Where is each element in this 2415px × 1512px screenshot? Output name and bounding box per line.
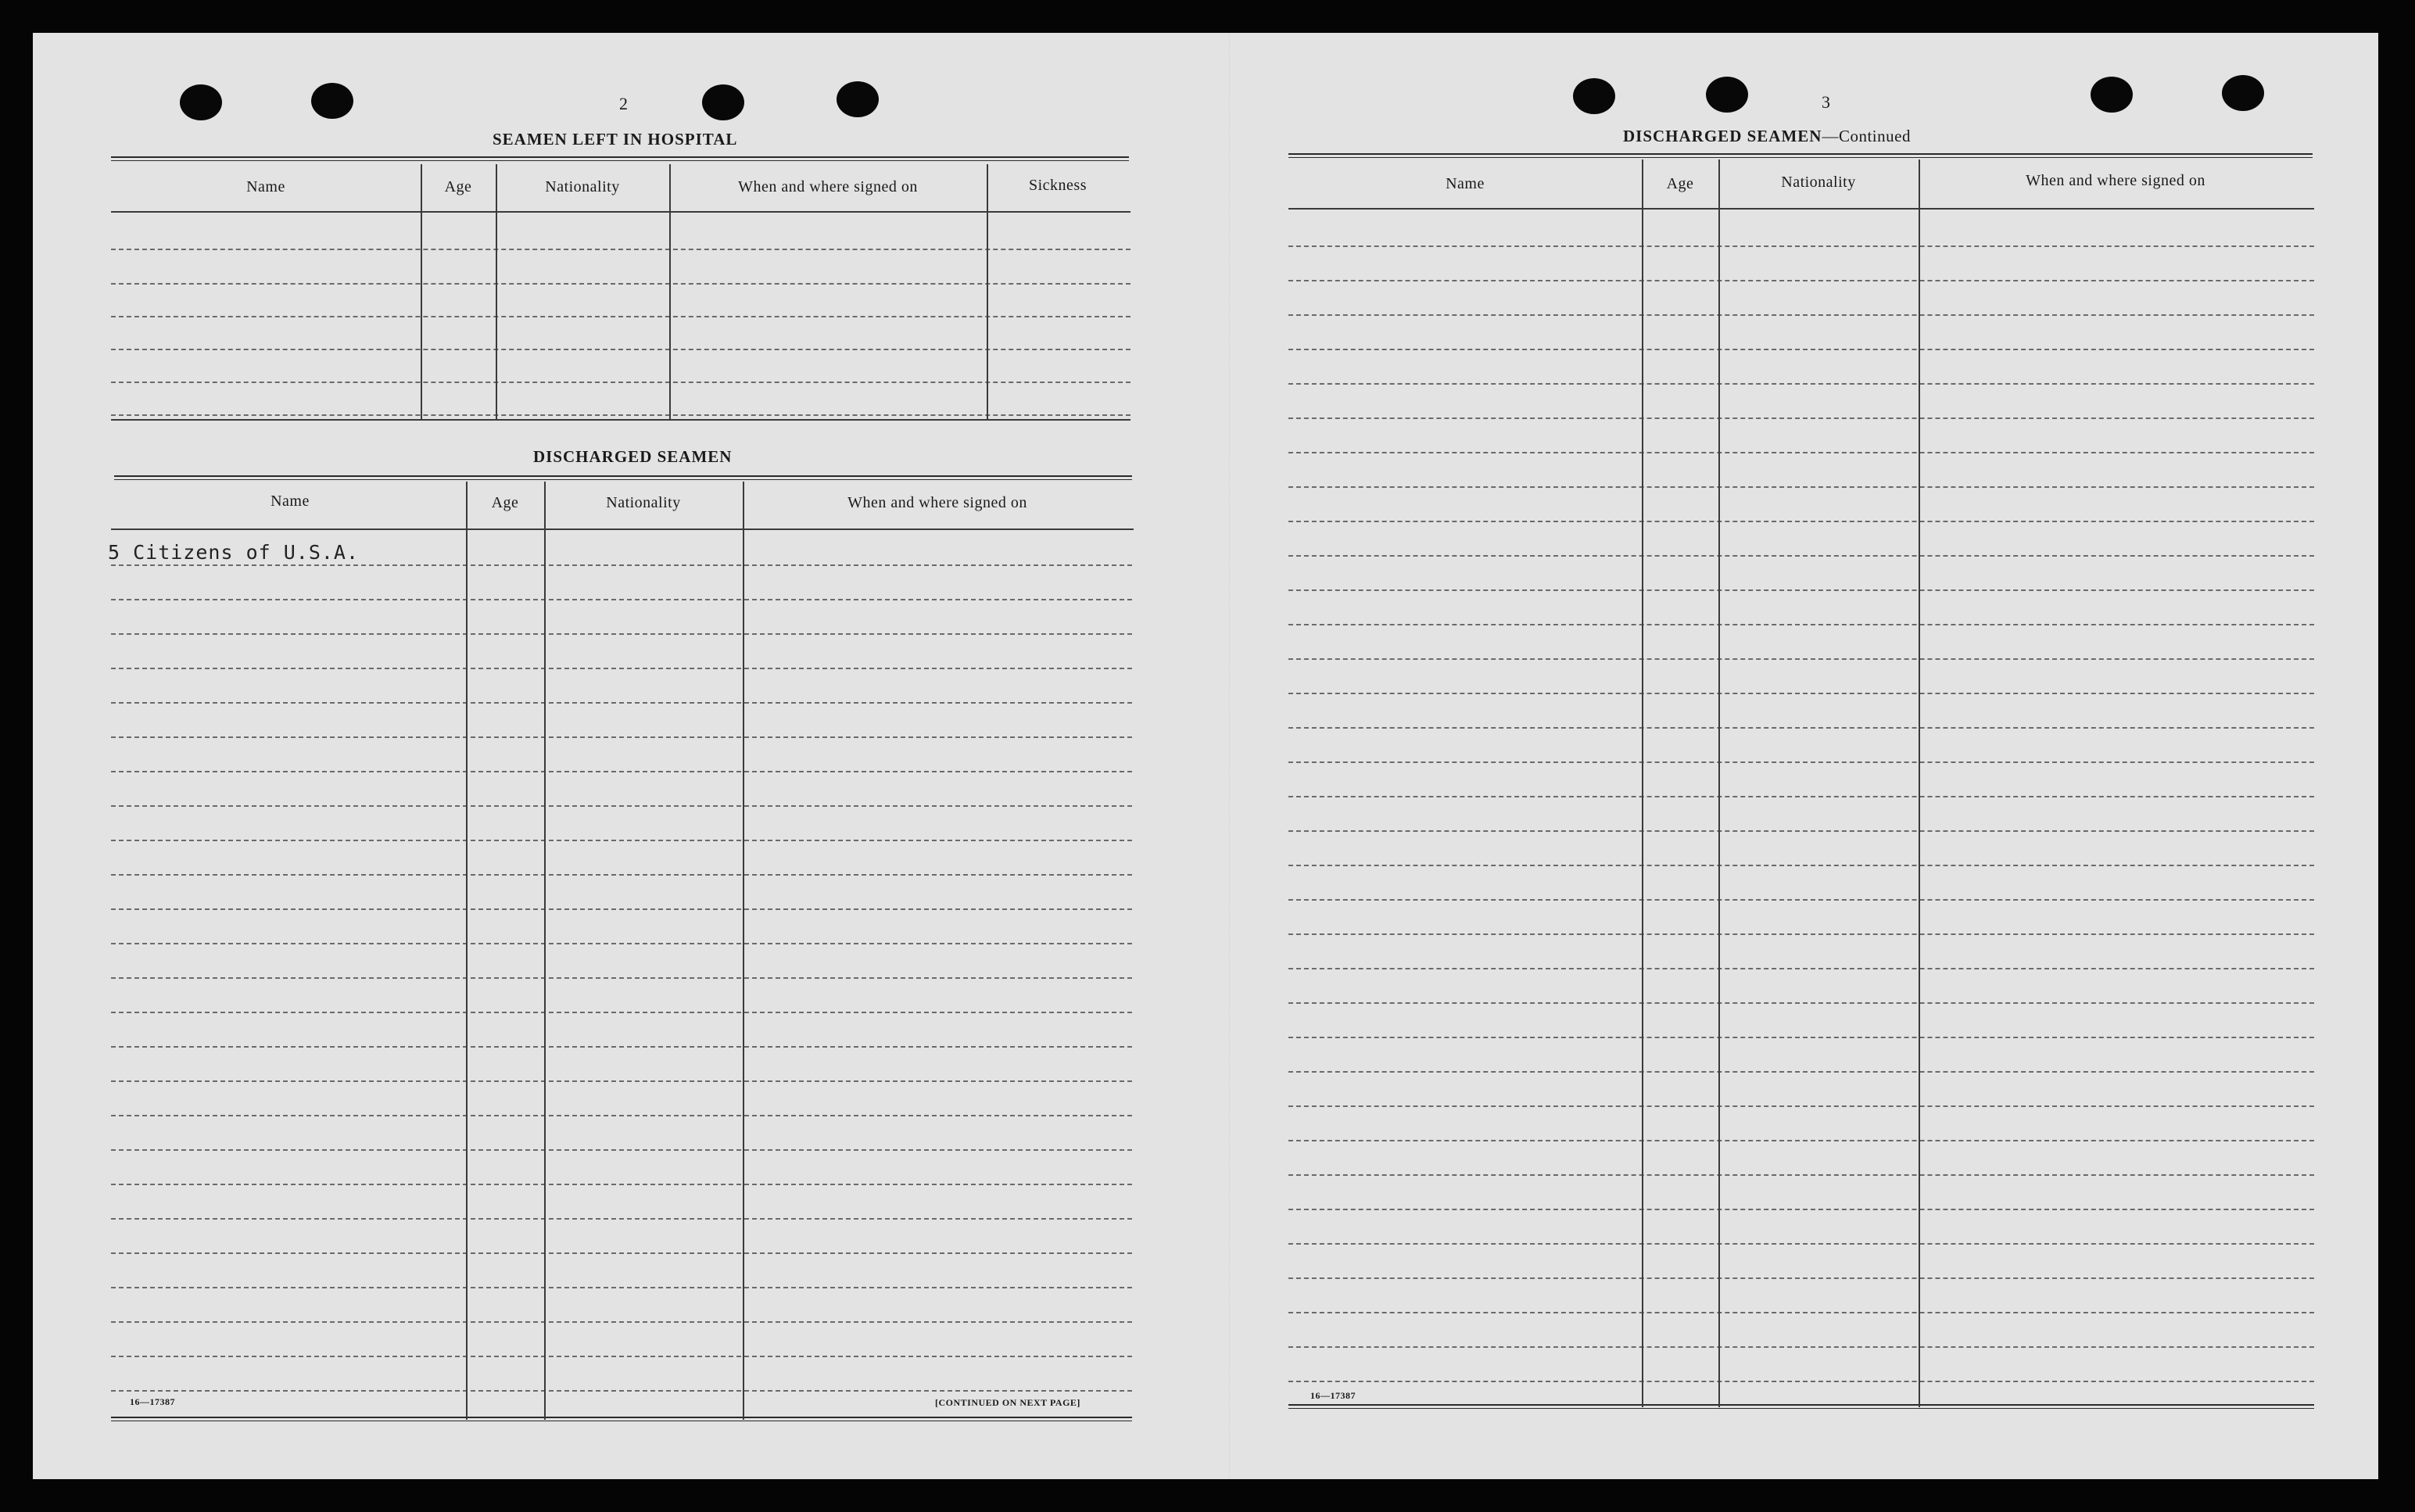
- column-divider: [421, 164, 422, 419]
- table-row: [111, 633, 1132, 635]
- table-row: [1288, 314, 2314, 316]
- column-divider: [669, 164, 671, 419]
- table-row: [1288, 521, 2314, 522]
- table-row: [111, 908, 1132, 910]
- table-row: [1288, 383, 2314, 385]
- column-header-age: Age: [444, 178, 472, 195]
- table-row: [1288, 417, 2314, 419]
- column-divider: [466, 482, 468, 1420]
- table-row: [111, 771, 1132, 772]
- double-rule: [111, 156, 1129, 161]
- table-row: [111, 1080, 1132, 1082]
- column-header-nationality: Nationality: [606, 494, 681, 511]
- column-header-name: Name: [246, 178, 285, 195]
- column-divider: [1919, 159, 1920, 1407]
- table-bottom-rule: [111, 419, 1130, 421]
- table-row: [1288, 761, 2314, 763]
- table-row: [1288, 486, 2314, 488]
- table-row: [1288, 1346, 2314, 1348]
- column-header-age: Age: [1666, 175, 1694, 192]
- table-row: [111, 382, 1130, 383]
- table-row: [111, 1218, 1132, 1220]
- handwritten-entry: 5 Citizens of U.S.A.: [108, 541, 360, 564]
- table-row: [1288, 933, 2314, 935]
- column-divider: [743, 482, 744, 1420]
- page-number: 3: [1822, 92, 1830, 112]
- table-row: [1288, 658, 2314, 660]
- table-row: [1288, 830, 2314, 832]
- table-row: [1288, 452, 2314, 453]
- table-row: [111, 283, 1130, 285]
- table-row: [111, 1184, 1132, 1185]
- table-row: [1288, 624, 2314, 625]
- discharged-continued-title: [1623, 127, 1911, 146]
- table-row: [1288, 555, 2314, 557]
- table-row: [111, 1356, 1132, 1357]
- table-row: [1288, 968, 2314, 969]
- document-sheet: [33, 33, 2378, 1479]
- form-number: 16—17387: [130, 1396, 175, 1407]
- column-header-signed-on: When and where signed on: [738, 178, 918, 195]
- title-continued: —Continued: [1822, 127, 1911, 145]
- table-row: [111, 1046, 1132, 1048]
- column-header-sickness: Sickness: [1029, 177, 1087, 194]
- discharged-section-title: DISCHARGED SEAMEN: [533, 447, 733, 466]
- table-row: [111, 1287, 1132, 1288]
- table-row: [1288, 727, 2314, 729]
- table-row: [1288, 1209, 2314, 1210]
- table-row: [1288, 349, 2314, 350]
- table-row: [111, 564, 1132, 566]
- header-rule: [1288, 208, 2314, 210]
- column-divider: [1718, 159, 1720, 1407]
- table-row: [111, 805, 1132, 807]
- table-row: [111, 702, 1132, 704]
- table-row: [111, 977, 1132, 979]
- table-row: [1288, 1277, 2314, 1279]
- table-row: [111, 1115, 1132, 1116]
- table-row: [1288, 1381, 2314, 1382]
- table-bottom-rule: [1288, 1404, 2314, 1409]
- column-divider: [1642, 159, 1643, 1407]
- table-bottom-rule: [111, 1417, 1132, 1421]
- table-row: [1288, 1243, 2314, 1245]
- column-header-signed-on: When and where signed on: [2026, 172, 2205, 189]
- title-main: DISCHARGED SEAMEN: [1623, 127, 1822, 145]
- left-page: [33, 33, 1229, 1479]
- table-row: [111, 736, 1132, 738]
- column-header-nationality: Nationality: [545, 178, 620, 195]
- table-row: [1288, 1105, 2314, 1107]
- table-row: [1288, 1002, 2314, 1004]
- table-row: [1288, 899, 2314, 901]
- table-row: [1288, 245, 2314, 247]
- table-row: [1288, 589, 2314, 591]
- right-page: [1229, 33, 2378, 1479]
- table-row: [111, 1321, 1132, 1323]
- table-row: [1288, 1312, 2314, 1313]
- column-header-nationality: Nationality: [1781, 174, 1856, 191]
- table-row: [1288, 693, 2314, 694]
- double-rule: [114, 475, 1132, 480]
- table-row: [111, 249, 1130, 250]
- continued-note: [CONTINUED ON NEXT PAGE]: [935, 1397, 1080, 1408]
- column-header-name: Name: [271, 493, 310, 510]
- table-row: [1288, 1174, 2314, 1176]
- table-row: [111, 840, 1132, 841]
- table-row: [1288, 280, 2314, 281]
- column-header-signed-on: When and where signed on: [847, 494, 1027, 511]
- column-header-age: Age: [491, 494, 519, 511]
- table-row: [111, 316, 1130, 317]
- table-row: [111, 1012, 1132, 1013]
- double-rule: [1288, 153, 2313, 158]
- header-rule: [111, 528, 1134, 530]
- table-row: [1288, 1071, 2314, 1073]
- table-row: [111, 1252, 1132, 1254]
- table-row: [1288, 1037, 2314, 1038]
- column-divider: [987, 164, 988, 419]
- table-row: [1288, 1140, 2314, 1141]
- hospital-section-title: SEAMEN LEFT IN HOSPITAL: [493, 130, 738, 149]
- column-divider: [496, 164, 497, 419]
- column-header-name: Name: [1446, 175, 1485, 192]
- table-row: [111, 874, 1132, 876]
- table-row: [111, 1390, 1132, 1392]
- column-divider: [544, 482, 546, 1420]
- table-row: [111, 599, 1132, 600]
- header-rule: [111, 211, 1130, 213]
- table-row: [1288, 796, 2314, 797]
- table-row: [111, 1149, 1132, 1151]
- table-row: [111, 943, 1132, 944]
- table-row: [111, 668, 1132, 669]
- table-row: [111, 349, 1130, 350]
- form-number: 16—17387: [1310, 1390, 1356, 1401]
- table-row: [1288, 865, 2314, 866]
- page-number: 2: [619, 94, 628, 113]
- table-row: [111, 414, 1130, 416]
